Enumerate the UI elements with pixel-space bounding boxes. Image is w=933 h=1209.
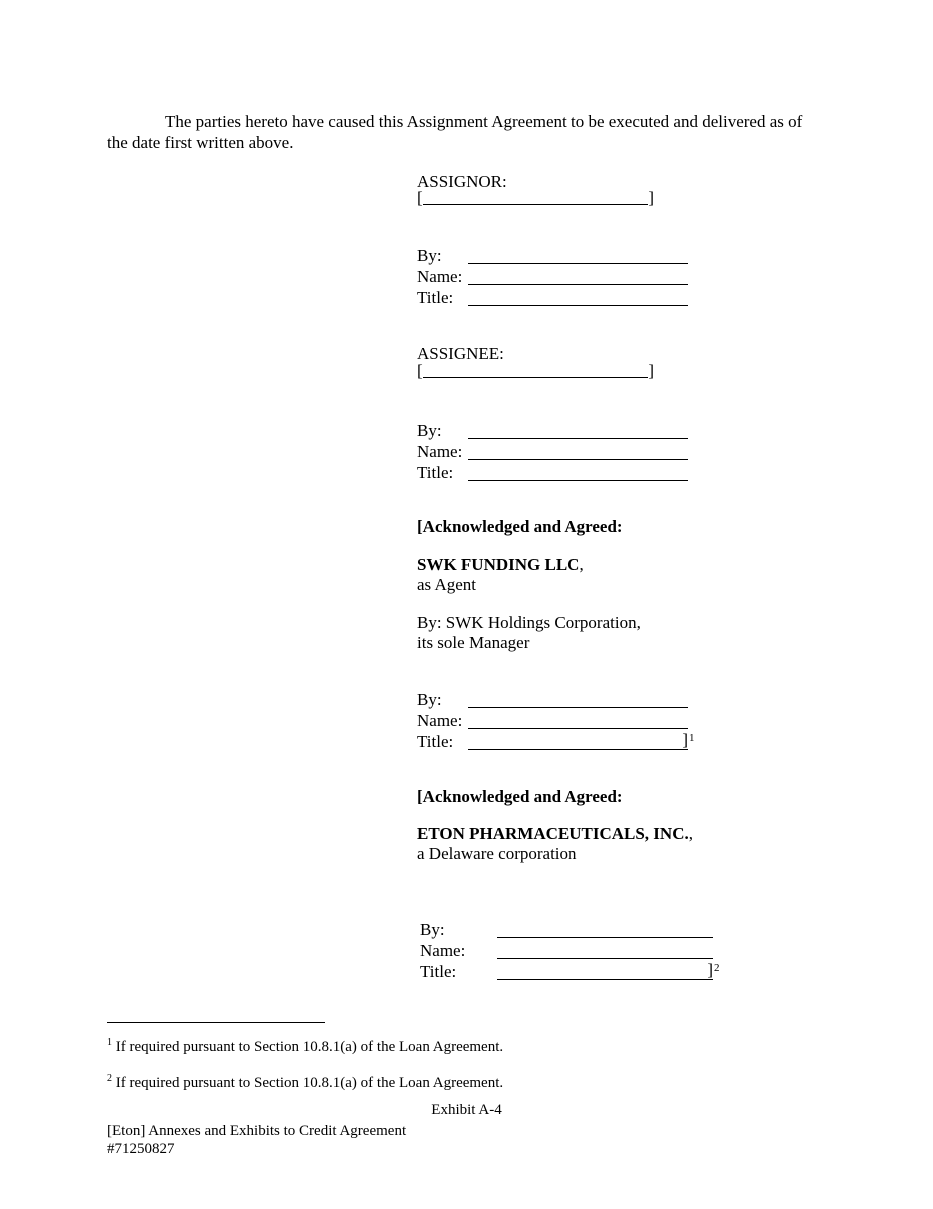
title-signature-line [468,731,688,750]
title-row [417,462,688,483]
swk-manager-line: its sole Manager [417,633,530,652]
eton-signature-block [420,919,720,982]
title-signature-line [468,287,688,306]
footnote-1-text: If required pursuant to Section 10.8.1(a) of the Loan Agreement. [115,1039,504,1055]
by-row [417,420,688,441]
swk-by-line: By: SWK Holdings Corporation, [417,613,641,632]
swk-company-block [417,555,584,595]
swk-company-name: SWK FUNDING LLC [417,555,580,574]
by-signature-line [468,420,688,439]
name-row [417,441,688,462]
title-signature-line [497,961,713,980]
footer-doc-name: [Eton] Annexes and Exhibits to Credit Agreement [107,1123,407,1139]
assignee-blank-line [423,360,649,378]
open-bracket: [ [417,361,423,380]
footer-doc-number: #71250827 [107,1141,175,1157]
assignee-name-blank [417,360,654,381]
footnote-divider [107,1022,325,1023]
title-label: Title: [420,962,457,981]
eton-company-name: ETON PHARMACEUTICALS, INC. [417,824,689,843]
name-row [417,710,695,731]
eton-company-line [417,824,693,844]
name-label: Name: [417,442,463,461]
by-signature-line [497,919,713,938]
name-row [420,940,720,961]
footnote-2-ref: 2 [107,1073,112,1084]
by-label: By: [417,421,442,440]
by-label: By: [417,246,442,265]
swk-role: as Agent [417,575,477,594]
exhibit-label: Exhibit A-4 [431,1102,502,1118]
open-bracket: [ [417,188,423,207]
name-signature-line [468,441,688,460]
footnote-1 [107,1033,503,1057]
close-bracket: ] [682,730,688,749]
assignee-signature-block [417,420,688,483]
title-row [417,287,688,308]
close-bracket: ] [648,188,654,207]
footnote-ref-1: 1 [689,732,695,744]
footnote-2-text: If required pursuant to Section 10.8.1(a) of the Loan Agreement. [115,1075,504,1091]
acknowledged-heading-swk: [Acknowledged and Agreed: [417,517,623,536]
by-label: By: [417,690,442,709]
by-row [420,919,720,940]
assignor-blank-line [423,187,649,205]
name-signature-line [497,940,713,959]
close-bracket: ] [648,361,654,380]
title-row [420,961,720,982]
footnote-1-ref: 1 [107,1037,112,1048]
assignor-heading: ASSIGNOR: [417,172,507,191]
eton-company-block [417,824,693,864]
name-label: Name: [420,941,466,960]
swk-signature-block [417,689,695,752]
eton-company-suffix: , [688,824,693,843]
by-signature-line [468,245,688,264]
title-label: Title: [417,732,454,751]
name-label: Name: [417,711,463,730]
swk-company-line [417,555,584,575]
title-label: Title: [417,463,454,482]
close-bracket: ] [707,960,713,979]
name-label: Name: [417,267,463,286]
title-label: Title: [417,288,454,307]
footnote-ref-2: 2 [714,962,720,974]
swk-by-block [417,613,641,653]
eton-role: a Delaware corporation [417,844,577,863]
acknowledged-heading-eton: [Acknowledged and Agreed: [417,787,623,806]
swk-company-suffix: , [579,555,584,574]
by-label: By: [420,920,445,939]
title-row [417,731,695,752]
by-signature-line [468,689,688,708]
assignee-heading: ASSIGNEE: [417,344,504,363]
title-signature-line [468,462,688,481]
name-signature-line [468,710,688,729]
by-row [417,245,688,266]
by-row [417,689,695,710]
assignor-name-blank [417,187,654,208]
name-signature-line [468,266,688,285]
assignor-signature-block [417,245,688,308]
footnote-2 [107,1069,503,1093]
name-row [417,266,688,287]
intro-paragraph: The parties hereto have caused this Assignment Agreement to be executed and delivered as of the date first written above. [107,112,803,152]
